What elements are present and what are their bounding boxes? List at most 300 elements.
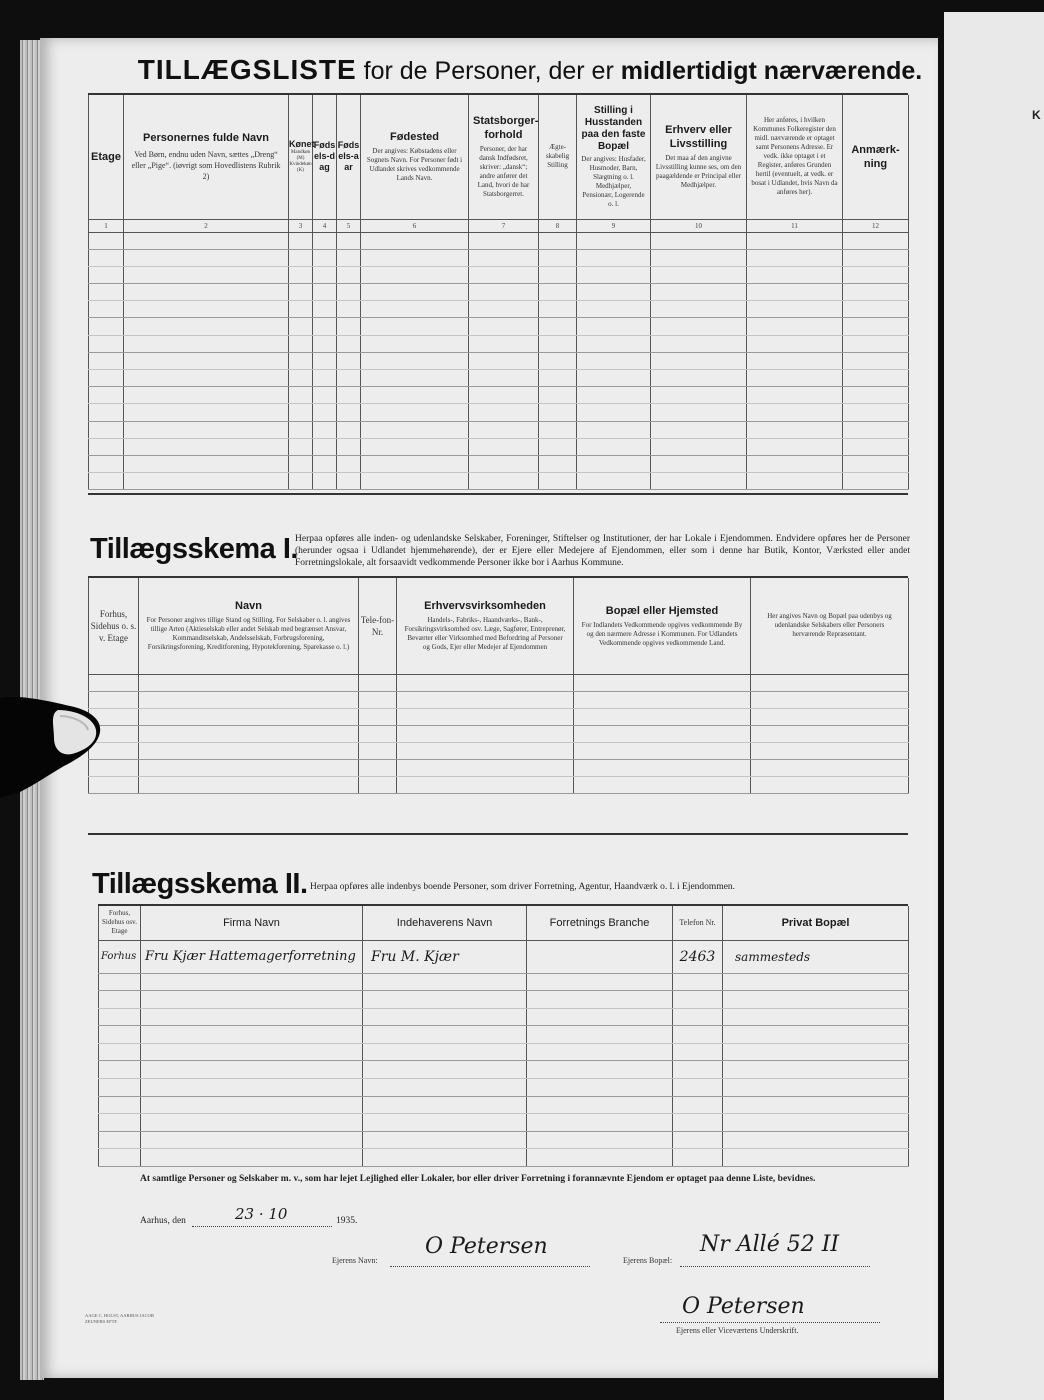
cell-indehaver: Fru M. Kjær	[363, 940, 527, 973]
table-cell	[843, 284, 909, 301]
table-cell	[673, 1026, 723, 1044]
table-cell	[469, 421, 539, 438]
table-cell	[289, 370, 313, 387]
s2-col-indehaver: Indehaverens Navn	[363, 906, 527, 940]
table-cell	[337, 284, 361, 301]
table-cell	[359, 691, 397, 708]
table-cell	[89, 438, 124, 455]
table-cell	[363, 1131, 527, 1149]
table-cell	[141, 1079, 363, 1097]
table-cell	[577, 301, 651, 318]
table-cell	[539, 473, 577, 490]
table-cell	[747, 404, 843, 421]
table-cell	[723, 991, 909, 1009]
table-cell	[337, 438, 361, 455]
table-cell	[651, 455, 747, 472]
table-cell	[527, 1131, 673, 1149]
table-cell	[651, 404, 747, 421]
table-cell	[747, 301, 843, 318]
table-cell	[651, 421, 747, 438]
col-folkeregister: Her anføres, i hvilken Kommunes Folkeregister den midl. nærværende er optaget samt Personens Adresse. Er vedk. ikke optaget i et Register, anføres Grunden hertil (eventuelt, at vedk. er bosat i Udlandet, hvis Navn da anføres her).	[747, 95, 843, 219]
table-cell	[337, 249, 361, 266]
table-cell	[359, 759, 397, 776]
table-cell	[751, 742, 909, 759]
table-cell	[89, 404, 124, 421]
owner-address-label: Ejerens Bopæl:	[623, 1256, 673, 1265]
table-row	[89, 691, 909, 708]
table-cell	[141, 1008, 363, 1026]
table-cell	[723, 1061, 909, 1079]
table-cell	[99, 991, 141, 1009]
table-cell	[313, 301, 337, 318]
table-cell	[141, 1149, 363, 1167]
table-cell	[363, 1079, 527, 1097]
table-cell	[539, 301, 577, 318]
table-row	[89, 387, 909, 404]
table-cell	[469, 284, 539, 301]
table-cell	[363, 1026, 527, 1044]
table-cell	[651, 318, 747, 335]
table-cell	[313, 335, 337, 352]
table-cell	[124, 318, 289, 335]
cell-firma: Fru Kjær Hattemagerforretning	[141, 940, 363, 973]
skema1-bottom-rule	[88, 833, 908, 835]
table-cell	[577, 284, 651, 301]
tillaegsliste-bottom-rule	[88, 493, 908, 495]
table-cell	[747, 473, 843, 490]
thumb-holding-page	[0, 688, 108, 798]
table-cell	[141, 973, 363, 991]
table-cell	[337, 404, 361, 421]
attestation-statement: At samtlige Personer og Selskaber m. v., som har lejet Lejlighed eller Lokaler, bor eller driver Forretning i forannævnte Ejendom er optaget paa denne Liste, bevidnes.	[140, 1174, 816, 1184]
table-cell	[361, 370, 469, 387]
table-row	[99, 973, 909, 991]
table-cell	[539, 455, 577, 472]
table-cell	[577, 318, 651, 335]
signature-handwritten: O Petersen	[682, 1294, 805, 1319]
table-cell	[363, 991, 527, 1009]
table-cell	[723, 1079, 909, 1097]
table-cell	[99, 1096, 141, 1114]
table-row	[99, 1061, 909, 1079]
table-cell	[337, 335, 361, 352]
table-cell	[89, 301, 124, 318]
table-cell	[651, 387, 747, 404]
tillaegsliste-rows	[89, 232, 909, 490]
table-row	[99, 991, 909, 1009]
table-row	[99, 1149, 909, 1167]
table-row	[89, 742, 909, 759]
table-cell	[313, 473, 337, 490]
table-cell	[289, 473, 313, 490]
col-etage: Etage	[89, 95, 124, 219]
table-cell	[577, 404, 651, 421]
table-cell	[539, 421, 577, 438]
table-cell	[574, 674, 751, 691]
table-cell	[124, 387, 289, 404]
skema1-rows	[89, 674, 909, 793]
table-row	[89, 370, 909, 387]
table-row	[99, 1131, 909, 1149]
table-row	[89, 335, 909, 352]
table-cell	[574, 725, 751, 742]
table-cell	[673, 973, 723, 991]
table-cell	[289, 301, 313, 318]
table-cell	[313, 404, 337, 421]
table-cell	[289, 284, 313, 301]
table-cell	[124, 370, 289, 387]
s2-col-etage: Forhus, Sidehus osv. Etage	[99, 906, 141, 940]
table-cell	[843, 387, 909, 404]
table-cell	[289, 352, 313, 369]
table-cell	[527, 1096, 673, 1114]
table-cell	[539, 284, 577, 301]
date-handwritten: 23 · 10	[235, 1205, 288, 1223]
table-cell	[99, 1008, 141, 1026]
table-cell	[313, 438, 337, 455]
table-cell	[124, 301, 289, 318]
table-cell	[313, 455, 337, 472]
table-cell	[313, 284, 337, 301]
table-cell	[469, 387, 539, 404]
table-cell	[723, 1096, 909, 1114]
table-cell	[843, 438, 909, 455]
cell-privat-bopael: sammesteds	[723, 940, 909, 973]
table-cell	[747, 370, 843, 387]
document-page	[40, 38, 938, 1378]
table-cell	[289, 266, 313, 283]
owner-name-handwritten: O Petersen	[425, 1234, 548, 1259]
table-cell	[577, 335, 651, 352]
skema2-description: Herpaa opføres alle indenbys boende Personer, som driver Forretning, Agentur, Haandværk o. l. i Ejendommen.	[310, 882, 736, 892]
table-row	[89, 301, 909, 318]
title-main: TILLÆGSLISTE	[137, 54, 357, 85]
table-cell	[651, 370, 747, 387]
table-cell	[337, 370, 361, 387]
table-cell	[313, 387, 337, 404]
table-cell	[577, 438, 651, 455]
table-cell	[539, 335, 577, 352]
table-cell	[363, 1149, 527, 1167]
s2-col-telefon: Telefon Nr.	[673, 906, 723, 940]
table-cell	[747, 352, 843, 369]
table-cell	[751, 776, 909, 793]
table-cell	[89, 318, 124, 335]
table-cell	[527, 1008, 673, 1026]
table-cell	[539, 249, 577, 266]
table-cell	[289, 232, 313, 249]
table-cell	[723, 1149, 909, 1167]
table-cell	[651, 301, 747, 318]
table-cell	[673, 1061, 723, 1079]
table-cell	[99, 1043, 141, 1061]
table-cell	[673, 1043, 723, 1061]
table-cell	[843, 455, 909, 472]
table-cell	[723, 1114, 909, 1132]
title-end: nærværende.	[763, 57, 923, 85]
skema1-title: Tillægsskema I.	[90, 533, 298, 565]
table-cell	[141, 1096, 363, 1114]
table-cell	[527, 1114, 673, 1132]
col-foedested: Fødested Der angives: Købstadens eller Sognets Navn. For Personer født i Udlandet skrives vedkommende Lands Navn.	[361, 95, 469, 219]
facing-page	[944, 12, 1044, 1400]
table-row	[89, 759, 909, 776]
table-cell	[89, 455, 124, 472]
table-cell	[539, 232, 577, 249]
table-cell	[843, 301, 909, 318]
table-row	[99, 1008, 909, 1026]
table-cell	[99, 1114, 141, 1132]
table-row	[89, 473, 909, 490]
table-cell	[673, 1008, 723, 1026]
table-cell	[843, 266, 909, 283]
table-cell	[289, 249, 313, 266]
table-cell	[361, 249, 469, 266]
table-cell	[527, 973, 673, 991]
col-erhverv: Erhverv eller Livsstilling Det maa af den angivne Livsstilling kunne ses, om den paagældende er Principal eller Medhjælper.	[651, 95, 747, 219]
table-cell	[141, 991, 363, 1009]
table-row	[89, 708, 909, 725]
table-cell	[363, 1008, 527, 1026]
table-cell	[751, 674, 909, 691]
signature-line	[660, 1320, 880, 1323]
table-cell	[651, 284, 747, 301]
table-cell	[673, 1149, 723, 1167]
table-cell	[361, 266, 469, 283]
table-row	[99, 1114, 909, 1132]
table-cell	[99, 1026, 141, 1044]
table-cell	[139, 708, 359, 725]
table-cell	[124, 284, 289, 301]
table-cell	[361, 352, 469, 369]
skema1-description: Herpaa opføres alle inden- og udenlandske Selskaber, Foreninger, Stiftelser og Institutioner, der har Lokale i Ejendommen. Endvidere opføres her de Personer (herunder ogsaa i Udlandet hjemmehørende), der er Ejere eller Medejere af Ejendommen, eller som i denne har Butik, Kontor, Værksted eller andet Forretningslokale, alt forsaavidt vedkommende Personer ikke bor i Aarhus Kommune.	[295, 534, 910, 568]
skema2-title: Tillægsskema II.	[92, 868, 308, 900]
s1-col-etage: Forhus, Sidehus o. s. v. Etage	[89, 578, 139, 674]
table-row	[99, 1079, 909, 1097]
table-cell	[361, 232, 469, 249]
table-cell	[397, 742, 574, 759]
table-cell	[397, 674, 574, 691]
table-cell	[577, 455, 651, 472]
table-cell	[651, 266, 747, 283]
table-cell	[99, 1079, 141, 1097]
table-cell	[289, 404, 313, 421]
table-row	[99, 940, 909, 973]
table-cell	[577, 249, 651, 266]
table-cell	[723, 973, 909, 991]
s2-col-firma: Firma Navn	[141, 906, 363, 940]
table-cell	[124, 249, 289, 266]
table-cell	[313, 318, 337, 335]
table-row	[89, 318, 909, 335]
table-cell	[747, 266, 843, 283]
table-cell	[337, 232, 361, 249]
table-cell	[313, 232, 337, 249]
table-cell	[141, 1026, 363, 1044]
table-cell	[124, 232, 289, 249]
table-cell	[747, 249, 843, 266]
table-cell	[363, 1061, 527, 1079]
table-cell	[577, 387, 651, 404]
table-row	[89, 352, 909, 369]
table-cell	[843, 249, 909, 266]
col-anmaerkning: Anmærk-ning	[843, 95, 909, 219]
table-cell	[397, 691, 574, 708]
table-cell	[139, 691, 359, 708]
table-cell	[124, 473, 289, 490]
col-foedselsaar: Fødsels-aar	[337, 95, 361, 219]
table-cell	[673, 991, 723, 1009]
table-cell	[651, 352, 747, 369]
table-cell	[527, 1061, 673, 1079]
table-cell	[361, 421, 469, 438]
table-cell	[527, 1149, 673, 1167]
signature-label: Ejerens eller Viceværtens Underskrift.	[676, 1326, 799, 1335]
year: 1935.	[336, 1216, 358, 1226]
table-cell	[361, 284, 469, 301]
table-cell	[141, 1114, 363, 1132]
table-cell	[141, 1061, 363, 1079]
table-cell	[469, 249, 539, 266]
table-cell	[313, 249, 337, 266]
table-cell	[337, 421, 361, 438]
col-aegteskab: Ægte-skabelig Stilling	[539, 95, 577, 219]
table-cell	[89, 232, 124, 249]
skema2-table	[98, 906, 909, 1167]
place-label: Aarhus, den	[140, 1216, 186, 1226]
s1-col-erhverv: Erhvervsvirksomheden Handels-, Fabriks-, Haandværks-, Bank-, Forsikringsvirksomhed osv. Læge, Sagfører, Entreprenør, Beværter eller Virksomhed med Befordring af Personer og Gods, Ejer eller Medejer af Ejendommen	[397, 578, 574, 674]
table-cell	[363, 1114, 527, 1132]
table-cell	[359, 742, 397, 759]
skema2-rows	[99, 940, 909, 1167]
s2-col-branche: Forretnings Branche	[527, 906, 673, 940]
table-cell	[577, 421, 651, 438]
table-cell	[313, 421, 337, 438]
table-cell	[747, 455, 843, 472]
table-cell	[124, 438, 289, 455]
table-cell	[141, 1043, 363, 1061]
table-cell	[124, 266, 289, 283]
table-cell	[469, 352, 539, 369]
table-cell	[89, 266, 124, 283]
table-cell	[139, 759, 359, 776]
table-cell	[574, 776, 751, 793]
table-cell	[527, 991, 673, 1009]
table-cell	[577, 232, 651, 249]
table-cell	[577, 266, 651, 283]
table-cell	[337, 455, 361, 472]
table-cell	[651, 232, 747, 249]
table-cell	[361, 387, 469, 404]
table-cell	[539, 318, 577, 335]
table-cell	[747, 318, 843, 335]
table-cell	[397, 759, 574, 776]
table-cell	[124, 421, 289, 438]
table-cell	[651, 473, 747, 490]
title-middle: for de Personer, der er	[363, 57, 614, 85]
s1-col-telefon: Tele-fon-Nr.	[359, 578, 397, 674]
table-cell	[539, 438, 577, 455]
table-cell	[843, 421, 909, 438]
table-cell	[527, 1043, 673, 1061]
table-cell	[289, 335, 313, 352]
s2-col-privat-bopael: Privat Bopæl	[723, 906, 909, 940]
table-cell	[723, 1008, 909, 1026]
table-cell	[469, 232, 539, 249]
table-cell	[469, 335, 539, 352]
table-cell	[89, 421, 124, 438]
table-cell	[124, 455, 289, 472]
table-cell	[673, 1114, 723, 1132]
table-cell	[363, 1096, 527, 1114]
table-cell	[337, 473, 361, 490]
table-row	[89, 455, 909, 472]
table-cell	[397, 708, 574, 725]
facing-page-text: K	[1032, 108, 1041, 122]
table-cell	[89, 284, 124, 301]
table-cell	[469, 455, 539, 472]
table-cell	[539, 370, 577, 387]
table-cell	[751, 708, 909, 725]
table-cell	[363, 1043, 527, 1061]
title-emphasis: midlertidigt	[620, 57, 757, 85]
table-cell	[313, 370, 337, 387]
table-cell	[289, 438, 313, 455]
table-cell	[359, 725, 397, 742]
table-cell	[527, 1079, 673, 1097]
table-cell	[313, 266, 337, 283]
table-cell	[337, 387, 361, 404]
table-cell	[673, 1131, 723, 1149]
table-cell	[651, 249, 747, 266]
col-koen: Kønet Mandkøn (M) Kvindekøn (K)	[289, 95, 313, 219]
table-cell	[747, 335, 843, 352]
table-cell	[397, 725, 574, 742]
table-cell	[574, 708, 751, 725]
printer-imprint: AAGE C. HOLST, AARHUS JACOB ZEUNERS EFTF.	[85, 1313, 154, 1324]
table-row	[89, 284, 909, 301]
table-cell	[289, 455, 313, 472]
col-navn: Personernes fulde Navn Ved Børn, endnu uden Navn, sættes „Dreng“ eller „Pige“. (iøvrigt som Hovedlistens Rubrik 2)	[124, 95, 289, 219]
table-cell	[139, 725, 359, 742]
table-cell	[359, 674, 397, 691]
table-cell	[337, 318, 361, 335]
table-cell	[139, 776, 359, 793]
tillaegsliste-table	[88, 95, 909, 490]
table-cell	[577, 473, 651, 490]
table-cell	[723, 1026, 909, 1044]
table-row	[89, 438, 909, 455]
table-cell	[289, 318, 313, 335]
table-cell	[361, 301, 469, 318]
table-row	[89, 232, 909, 249]
column-numbers: 1 2 3 4 5 6 7 8 9 10 11 12	[89, 219, 909, 232]
table-cell	[124, 404, 289, 421]
owner-address-line	[680, 1256, 870, 1267]
table-cell	[139, 674, 359, 691]
cell-telefon: 2463	[673, 940, 723, 973]
table-cell	[89, 249, 124, 266]
table-cell	[337, 266, 361, 283]
table-cell	[361, 438, 469, 455]
table-cell	[363, 973, 527, 991]
table-cell	[843, 335, 909, 352]
table-cell	[673, 1079, 723, 1097]
table-cell	[89, 352, 124, 369]
table-cell	[289, 421, 313, 438]
table-cell	[99, 1061, 141, 1079]
table-cell	[89, 387, 124, 404]
